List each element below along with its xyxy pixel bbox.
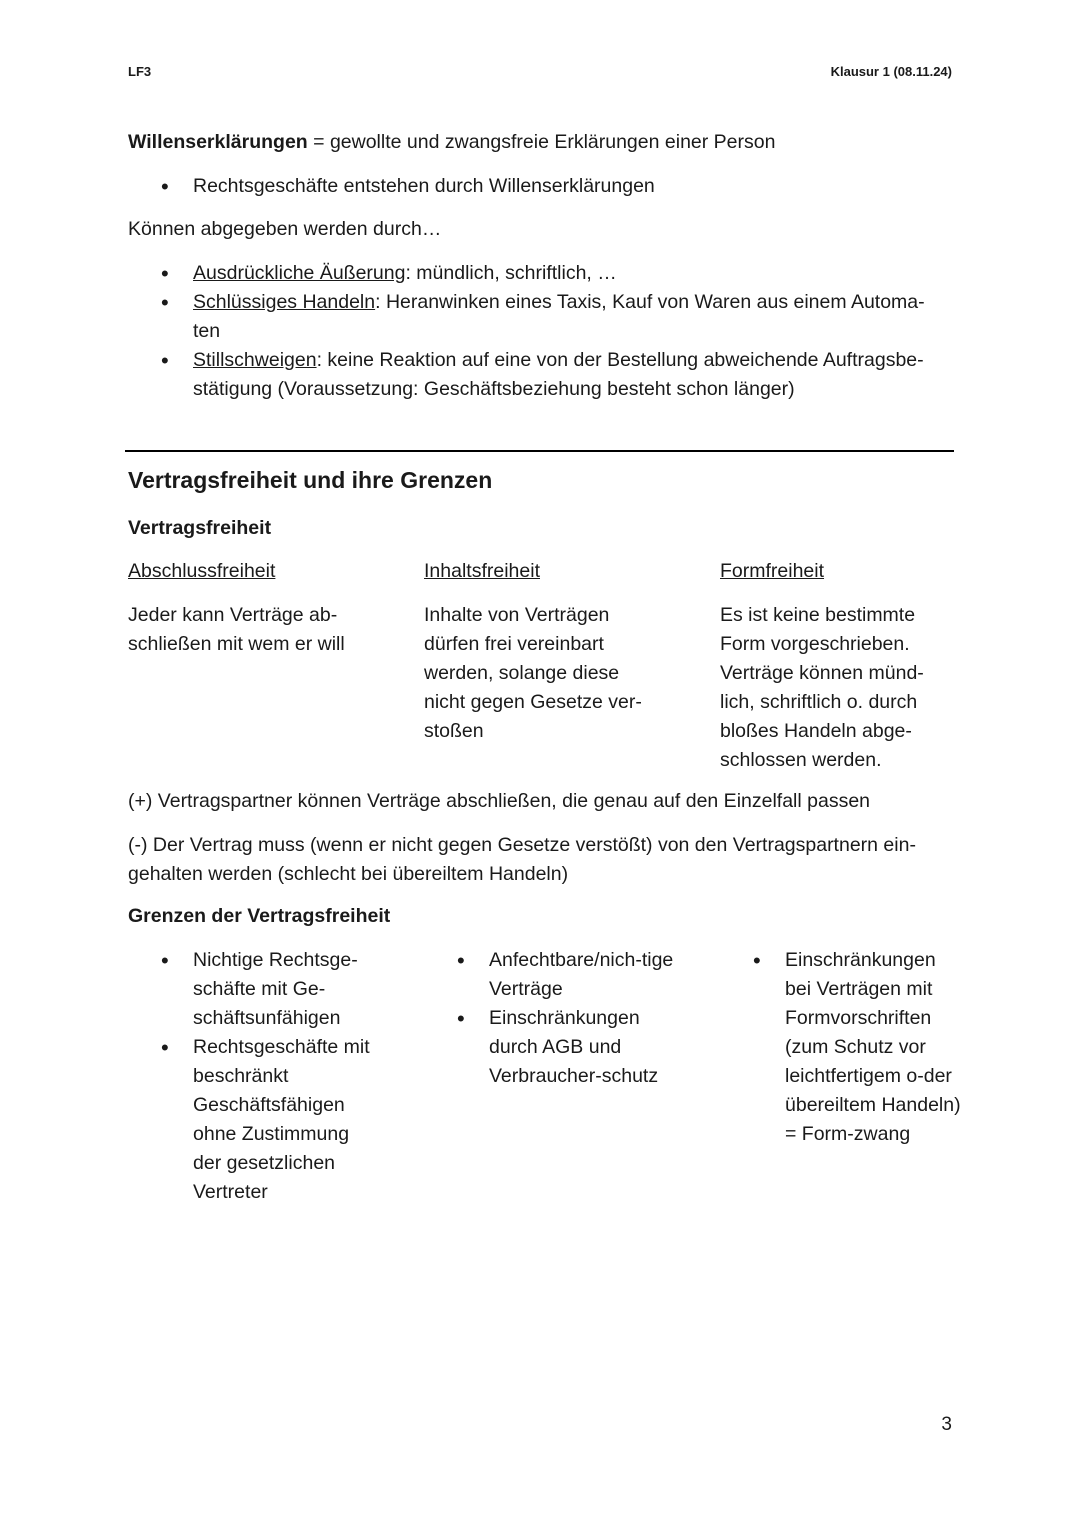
list-item: • Nichtige Rechtsge-schäfte mit Ge-schäftsunfähigen <box>128 946 378 1033</box>
declaration-types-list <box>128 259 942 404</box>
item-text: : Heranwinken eines Taxis, Kauf von Waren aus einem Automa-ten <box>193 291 925 342</box>
limits-columns <box>128 946 965 1207</box>
definition-line <box>128 128 952 157</box>
column-text: Es ist keine bestimmte Form vorgeschrieben. Verträge können münd-lich, schriftlich o. durch bloßes Handeln abge-schlossen werden. <box>720 604 924 771</box>
definition-term: Willenserklärungen <box>128 131 308 153</box>
item-text: : keine Reaktion auf eine von der Bestellung abweichende Auftragsbe-stätigung (Voraussetzung: Geschäftsbeziehung besteht schon länger) <box>193 349 924 400</box>
section-subtitle: Vertragsfreiheit <box>128 517 272 539</box>
list-item <box>128 346 942 404</box>
list-item <box>128 259 942 288</box>
item-text: : mündlich, schriftlich, … <box>405 262 617 284</box>
section-title: Vertragsfreiheit und ihre Grenzen <box>128 467 493 493</box>
list-item: • Rechtsgeschäfte mit beschränkt Geschäftsfähigen ohne Zustimmung der gesetzlichen Vertreter <box>128 1033 378 1207</box>
column-heading: Abschlussfreiheit <box>128 560 276 582</box>
item-term: Ausdrückliche Äußerung <box>193 262 406 284</box>
freedom-columns <box>128 557 954 775</box>
list-item: • Anfechtbare/nich-tige Verträge <box>424 946 674 1004</box>
freedom-column <box>128 557 368 775</box>
limits-column <box>128 946 378 1207</box>
column-heading: Inhaltsfreiheit <box>424 560 540 582</box>
header-right: Klausur 1 (08.11.24) <box>830 64 952 79</box>
list-item: • Einschränkungen bei Verträgen mit Formvorschriften (zum Schutz vor leichtfertigem o-der übereiltem Handeln) = Form-zwang <box>720 946 965 1149</box>
limits-column <box>424 946 674 1207</box>
con-text: (-) Der Vertrag muss (wenn er nicht gegen Gesetze verstößt) von den Vertragspartnern ein-gehalten werden (schlecht bei übereiltem Handeln) <box>128 834 916 885</box>
definition-bullet-list <box>128 172 952 201</box>
column-heading: Formfreiheit <box>720 560 825 582</box>
list-item <box>128 288 942 346</box>
freedom-column <box>720 557 954 775</box>
item-term: Schlüssiges Handeln <box>193 291 376 313</box>
pro-text: (+) Vertragspartner können Verträge abschließen, die genau auf den Einzelfall passen <box>128 790 871 812</box>
limits-title: Grenzen der Vertragsfreiheit <box>128 905 391 927</box>
header-left: LF3 <box>128 64 152 79</box>
section-divider <box>125 450 954 452</box>
freedom-column <box>424 557 664 775</box>
column-text: Jeder kann Verträge ab-schließen mit wem er will <box>128 604 345 655</box>
list-item: • Rechtsgeschäfte entstehen durch Willenserklärungen <box>128 172 952 201</box>
column-text: Inhalte von Verträgen dürfen frei vereinbart werden, solange diese nicht gegen Gesetze ver-stoßen <box>424 604 642 742</box>
definition-text: = gewollte und zwangsfreie Erklärungen einer Person <box>307 131 776 153</box>
page-number: 3 <box>941 1414 952 1435</box>
limits-column <box>720 946 965 1207</box>
intro-line: Können abgegeben werden durch… <box>128 218 442 240</box>
list-item: • Einschränkungen durch AGB und Verbraucher-schutz <box>424 1004 674 1091</box>
item-term: Stillschweigen <box>193 349 317 371</box>
